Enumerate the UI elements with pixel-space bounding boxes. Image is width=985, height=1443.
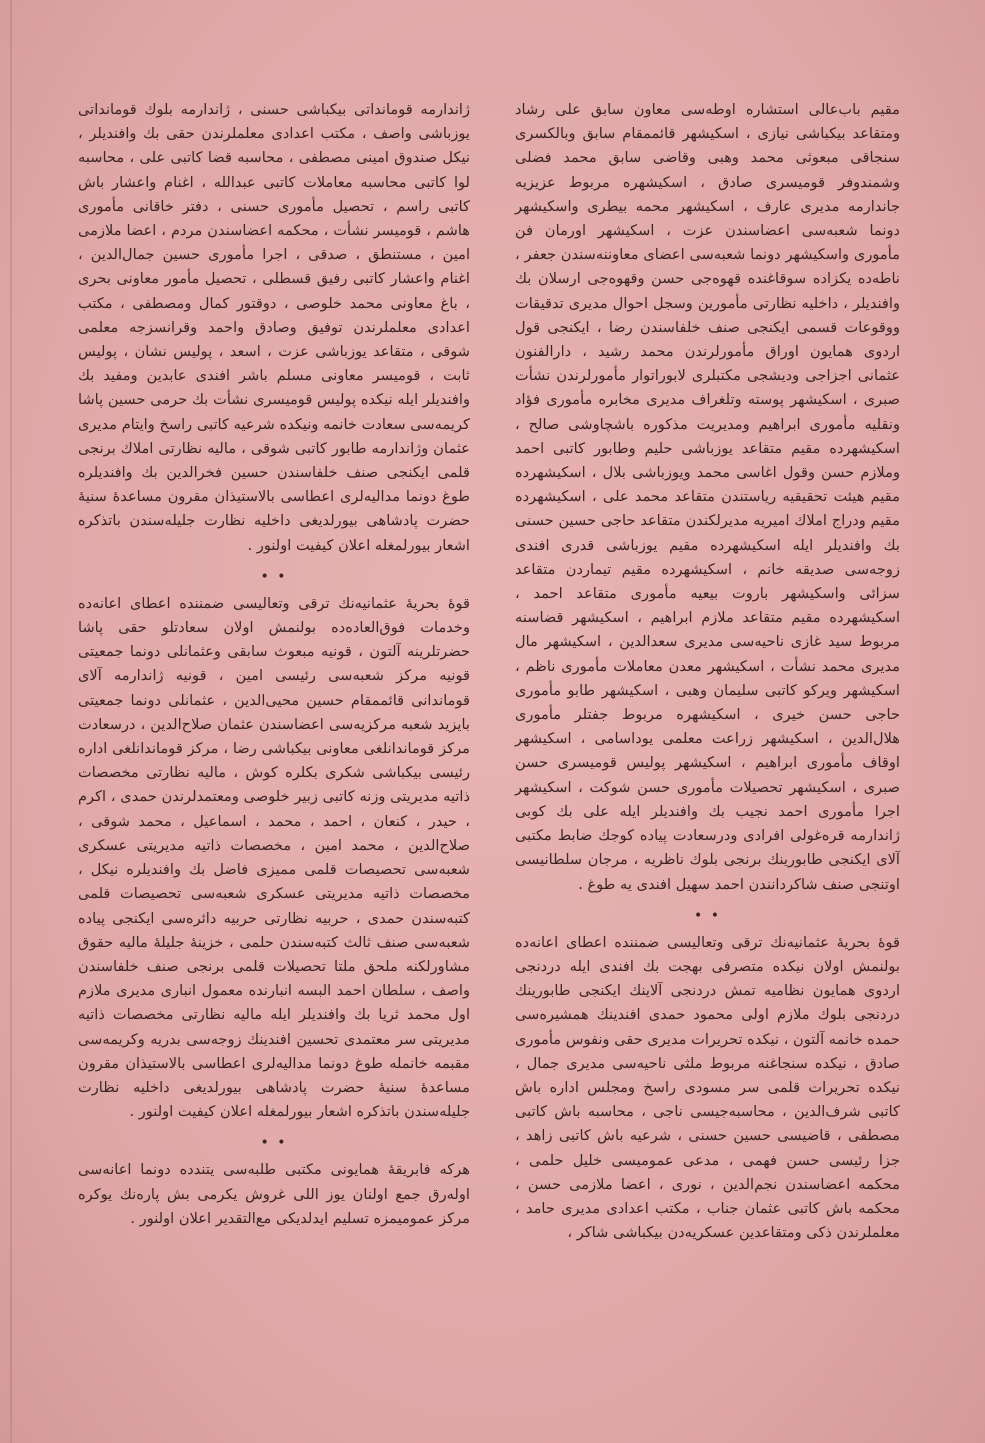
section-separator: • • xyxy=(260,1135,288,1152)
left-column-paragraph-2: قوهٔ بحریهٔ عثمانیه‌نك ترقی وتعالیسی ضمننده اعطای اعانه‌ده وخدمات فوق‌العاده‌ده بولنمش اولان سعادتلو حقی پاشا حضرتلرینه آلتون ، قونیه مبعوث سابقی وعثمانلی دونما جمعیتی قونیه مرکز شعبه‌سی رئیسی امین ، قونیه ژاندارمه آلای قوماندانی قائممقام حسین محیی‌الدین ، عثمانلی دونما جمعیتی بایزید شعبه مرکزیه‌سی اعضاسندن عثمان صلاح‌الدین ، درسعادت مرکز قوماندانلغی معاونی بیکباشی رضا ، مرکز قوماندانلغی اداره رئیسی بیکباشی شکری بکلره کوش ، مالیه نظارتی مخصصات ذاتیه مدیریتی وزنه کاتبی زبیر خلوصی ومعتمدلرندن حمدی ، اکرم ، حیدر ، کنعان ، احمد ، محمد ، اسماعیل ، محمد شوقی ، صلاح‌الدین ، محمد امین ، مخصصات ذاتیه مدیریتی عسکری شعبه‌سی تحصیصات قلمی مميزی فاضل بك وافندیلره نیکل ، مخصصات ذاتیه مدیریتی عسکری شعبه‌سی تحصیصات قلمی کتبه‌سندن حمدی ، حربیه نظارتی حربیه دائره‌سی ایکنجی پیاده شعبه‌سی صنف ثالث کتبه‌سندن حلمی ، خزینهٔ جلیلهٔ مالیه حقوق مشاورلکنه ملحق ملتا تحصیلات قلمی برنجی صنف خلفاسندن واصف ، سلطان احمد البسه انبارنده معمول انباری مدیری ملازم اول محمد ثریا بك وافندیلر ایله مالیه نظارتی مخصصات ذاتیه مدیریتی سر معتمدی تحسین افندینك زوجه‌سی بدریه وکریمه‌سی مقبمه خانمله طوغ دونما مدالیه‌لری اعطاسی بالاستیذان مقرون مساعدهٔ سنیهٔ حضرت پادشاهی بیورلدیغی داخلیه نظارت جلیله‌سندن باتذکره اشعار بیورلمغله اعلان کیفیت اولنور . xyxy=(78,594,470,1121)
right-column-paragraph-2: قوهٔ بحریهٔ عثمانیه‌نك ترقی وتعالیسی ضمننده اعطای اعانه‌ده بولنمش اولان نیکده متصرفی بهجت بك افندی ایله دردنجی اردوی همایون نظامیه تمش دردنجی آلاینك ایکنجی طابورینك دردنجی بلوك ملازم اولی محمود حمدی افندینك همشیره‌سی حمده خانمه آلتون ، نیکده تحریرات مدیری حقی ونفوس مأموری صادق ، نیکده سنجاغنه مربوط ملثی ناحیه‌سی مدیری جمال ، نیکده تحریرات قلمی سر مسودی راسخ ومجلس اداره باش کاتبی شرف‌الدین ، محاسبه‌جیسی ناجی ، محاسبه باش کاتبی مصطفی ، قاضیسی حسین حسنی ، شرعیه باش کاتبی زاهد ، جزا رئیسی حسن فهمی ، مدعی عمومیسی خلیل حلمی ، محکمه اعضاسندن نجم‌الدین ، نوری ، اعضا ملازمی حسن ، محکمه باش کاتبی عثمان جناب ، مکتب اعدادی مدیری حامد ، معلملرندن ذکی ومتقاعدین عسکریه‌دن بیکباشی شاکر ، xyxy=(515,933,900,1242)
right-column xyxy=(515,98,900,1245)
page-edge-shadow xyxy=(10,0,12,1443)
right-column-paragraph-1: مقیم باب‌عالی استشاره اوطه‌سی معاون سابق علی رشاد ومتقاعد بیکباشی نیازی ، اسکیشهر قائممقام سابق وبالکسری سنجاقی مبعوثی محمد وهبی وقاضی سابق محمد فضلی وشمندوفر قومیسری صادق ، اسکیشهره مربوط عزیزیه جاندارمه مدیری عارف ، اسکیشهر محمه بیطری واسکیشهر دونما شعبه‌سی اعضاسندن عزت ، اسکیشهر اورمان فن مأموری واسکیشهر دونما شعبه‌سی اعضای معاوننه‌سندن جعفر ، ناطه‌ده یکزاده سوقاغنده قهوه‌جی حسن وقهوه‌جی ارسلان بك وافندیلر ، داخلیه نظارتی مأمورین وسجل احوال مدیری تدقیقات ووقوعات قسمی ایکنجی صنف خلفاسندن رضا ، ایکنجی قول اردوی همایون اوراق مأمورلرندن محمد رشید ، دارالفنون عثمانی اجزاجی ودیشجی مکتبلری لابوراتوار مأمورلرندن نشأت صبری ، اسکیشهر پوسته وتلغراف مدیری مخابره مأموری فؤاد ونقلیه مأموری ابراهیم ومدیریت مذکوره باشچاوشی صالح ، اسکیشهرده مقیم متقاعد یوزباشی حلیم وطابور کاتبی احمد وملازم حسن وقول اغاسی محمد ویوزباشی بلال ، اسکیشهرده مقیم هیئت تحقیقیه ریاستندن متقاعد محمد علی ، اسکیشهرده مقیم ودراج املاك امیریه مدیرلکندن متقاعد حاجی حسین حسنی بك وافندیلر ایله اسکیشهرده مقیم یوزباشی قدری افندی زوجه‌سی صدیقه خانم ، اسکیشهرده مقیم تیماردن متقاعد سزائی واسکیشهر باروت بیعیه مأموری متقاعد احمد ، اسکیشهرده مقیم متقاعد ملازم ابراهیم ، اسکیشهر قضاسنه مربوط سید غازی ناحیه‌سی مدیری سعدالدین ، اسکیشهر مال مدیری محمد نشأت ، اسکیشهر معدن معاملات مأموری ناظم ، اسکیشهر ویرکو کاتبی سلیمان وهبی ، اسکیشهر طابو مأموری حاجی حسن خیری ، اسکیشهره مربوط جفتلر مأموری هلال‌الدین ، اسکیشهر زراعت معلمی یوداسامی ، اسکیشهر اوقاف مأموری ابراهیم ، اسکیشهر پولیس قومیسری حسن صبری ، اسکیشهر تحصیلات مأموری حسن شوکت ، اسکیشهر اجرا مأموری احمد نجیب بك وافندیلر ایله علی بك کوبی ژاندارمه قره‌غولی افرادی ودرسعادت پیاده کوجك ضابط مکتبی آلای ایکنجی طابورینك برنجی بلوك ناظریه ، مرجان سلطانیسی اوتنجی صنف شاکردانندن احمد سهیل افندی یه طوغ . xyxy=(515,101,900,893)
left-column-paragraph-3: هرکه فابریقهٔ همایونی مکتبی طلبه‌سی یتندده دونما اعانه‌سی اوله‌رق جمع اولنان یوز اللی غروش یکرمی بش پاره‌نك یوکره مرکز عمومیمزه تسلیم ایدلدیکی مع‌التقدیر اعلان اولنور . xyxy=(78,1161,470,1227)
section-separator: • • xyxy=(260,568,288,585)
section-separator: • • xyxy=(694,907,721,924)
left-column-paragraph-1: ژاندارمه قومانداتی بیکباشی حسنی ، ژاندارمه بلوك قومانداتی یوزباشی واصف ، مکتب اعدادی معلملرندن حقی بك وافندیلر ، نیکل صندوق امینی مصطفی ، محاسبه قضا کاتبی علی ، محاسبه لوا کاتبی محاسبه معاملات کاتبی عبدالله ، اغنام واعشار باش کاتبی راسم ، تحصیل مأموری حسنی ، دفتر خاقانی مأموری هاشم ، قومیسر نشأت ، محکمه اعضاسندن مردم ، اعضا ملازمی امین ، مستنطق ، صدقی ، اجرا مأموری حسین جمال‌الدین ، اغنام واعشار کاتبی رفیق قسطلی ، تحصیل مأمور معاونی بحری ، باغ معاونی محمد خلوصی ، دوقتور کمال ومصطفی ، مکتب اعدادی معلملرندن توفیق وصادق واحمد وقرانسزجه معلمی شوقی ، متقاعد یوزباشی عزت ، اسعد ، پولیس نشان ، پولیس ثابت ، قومیسر معاونی مسلم باشر افندی عابدین ومفید بك وافندیلر ایله نیکده پولیس قومیسری نشأت بك حرمی حسین پاشا کریمه‌سی سعادت خانمه ونیکده شرعیه کاتبی راسخ وایتام مدیری عثمان وژاندارمه طابور کاتبی شوقی ، مالیه نظارتی املاك برنجی قلمی ایکنجی صنف خلفاسندن حسین فخرالدین بك وافندیلره طوغ دونما مدالیه‌لری اعطاسی بالاستیذان مقرون مساعدهٔ سنیهٔ حضرت پادشاهی بیورلدیغی داخلیه نظارت جلیله‌سندن باتذکره اشعار بیورلمغله اعلان کیفیت اولنور . xyxy=(78,101,470,554)
left-column xyxy=(78,98,470,1231)
